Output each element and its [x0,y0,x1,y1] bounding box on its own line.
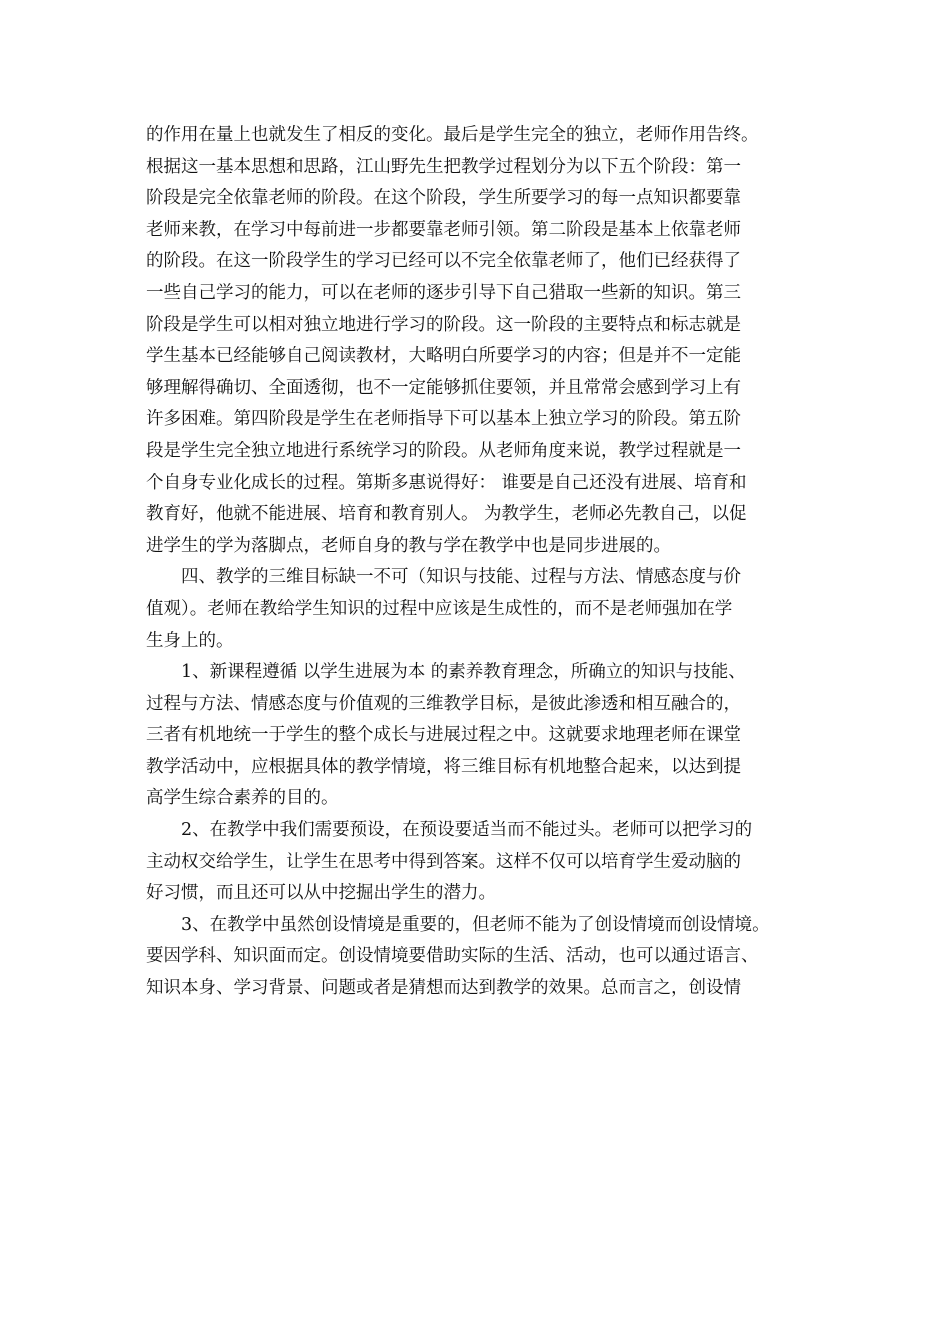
text-line-15: 四、教学的三维目标缺一不可（知识与技能、过程与方法、情感态度与价 [146,567,741,588]
text-line-24: 主动权交给学生，让学生在思考中得到答案。这样不仅可以培育学生爱动脑的 [146,851,741,872]
text-line-22: 高学生综合素养的目的。 [146,788,339,809]
text-line-28: 知识本身、学习背景、问题或者是猜想而达到教学的效果。总而言之，创设情 [146,978,741,999]
text-line-1: 的作用在量上也就发生了相反的变化。最后是学生完全的独立，老师作用告终。 [146,125,759,145]
text-line-3: 阶段是完全依靠老师的阶段。在这个阶段，学生所要学习的每一点知识都要靠 [146,188,741,209]
body-text [146,120,816,1005]
text-line-25: 好习惯，而且还可以从中挖掘出学生的潜力。 [146,883,496,904]
text-line-8: 学生基本已经能够自己阅读教材，大略明白所要学习的内容；但是并不一定能 [146,346,741,367]
text-line-23: 2、在教学中我们需要预设，在预设要适当而不能过头。老师可以把学习的 [146,820,753,841]
text-line-6: 一些自己学习的能力，可以在老师的逐步引导下自己猎取一些新的知识。第三 [146,282,741,303]
text-line-13: 教育好，他就不能进展、培育和教育别人。 为教学生，老师必先教自己，以促 [146,504,747,525]
text-line-10: 许多困难。第四阶段是学生在老师指导下可以基本上独立学习的阶段。第五阶 [146,409,741,430]
text-line-21: 教学活动中，应根据具体的教学情境，将三维目标有机地整合起来，以达到提 [146,756,741,777]
text-line-16: 值观）。老师在教给学生知识的过程中应该是生成性的，而不是老师强加在学 [146,598,733,619]
text-line-20: 三者有机地统一于学生的整个成长与进展过程之中。这就要求地理老师在课堂 [146,725,741,746]
text-line-9: 够理解得确切、全面透彻，也不一定能够抓住要领，并且常常会感到学习上有 [146,377,741,398]
text-line-12: 个自身专业化成长的过程。第斯多惠说得好： 谁要是自己还没有进展、培育和 [146,472,747,493]
text-line-27: 要因学科、知识面而定。创设情境要借助实际的生活、活动，也可以通过语言、 [146,946,759,967]
text-line-14: 进学生的学为落脚点，老师自身的教与学在教学中也是同步进展的。 [146,535,671,556]
text-line-19: 过程与方法、情感态度与价值观的三维教学目标，是彼此渗透和相互融合的， [146,693,741,714]
text-line-11: 段是学生完全独立地进行系统学习的阶段。从老师角度来说，教学过程就是一 [146,440,741,461]
text-line-7: 阶段是学生可以相对独立地进行学习的阶段。这一阶段的主要特点和标志就是 [146,314,741,335]
text-line-4: 老师来教，在学习中每前进一步都要靠老师引领。第二阶段是基本上依靠老师 [146,219,741,240]
text-line-5: 的阶段。在这一阶段学生的学习已经可以不完全依靠老师了，他们已经获得了 [146,251,741,272]
text-line-18: 1、新课程遵循 以学生进展为本 的素养教育理念，所确立的知识与技能、 [146,662,746,683]
text-line-17: 生身上的。 [146,630,234,651]
text-line-26: 3、在教学中虽然创设情境是重要的，但老师不能为了创设情境而创设情境。 [146,914,770,935]
text-line-2: 根据这一基本思想和思路，江山野先生把教学过程划分为以下五个阶段：第一 [146,156,741,177]
